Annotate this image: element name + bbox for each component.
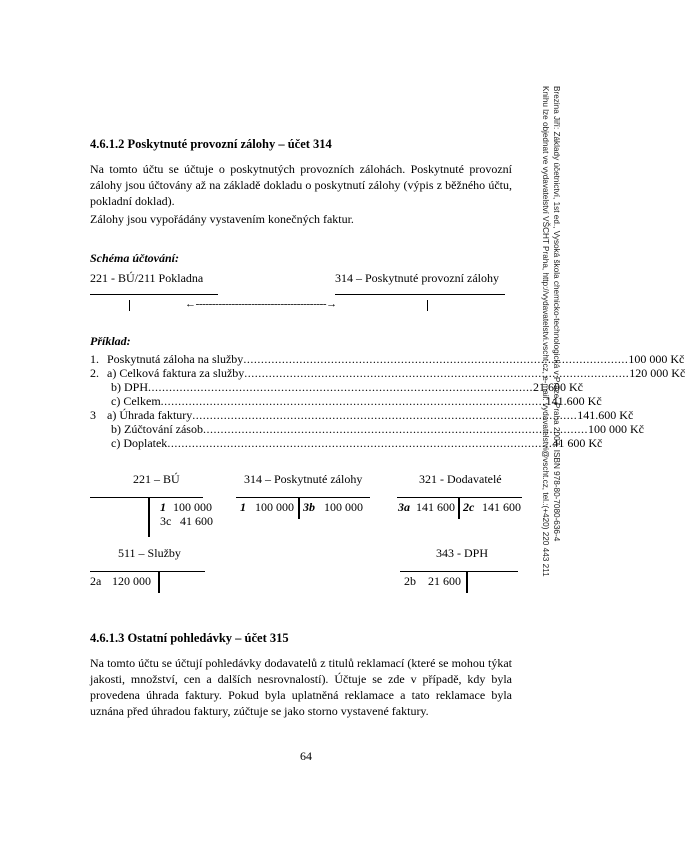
example-line-label: a) Celková faktura za služby <box>107 366 245 380</box>
example-line-number: 2. <box>90 366 99 380</box>
example-line-label: b) Zúčtování zásob <box>111 422 203 436</box>
t-account-entry-value: 100 000 <box>255 500 294 514</box>
side-note-line-1: Brezina Jiří: Základy účetnictví, 1st ed., Vysoká škola chemicko-technologická v Praze, Praha 2007, ISBN 978-80-7080-636-4 <box>552 86 561 542</box>
schema-title: Schéma účtování: <box>90 251 179 265</box>
t-account-divider <box>298 497 300 519</box>
t-account-entry-ref: 2a <box>90 574 102 588</box>
schema-right-account: 314 – Poskytnuté provozní zálohy <box>335 271 499 285</box>
example-line <box>90 436 603 452</box>
schema-left-tick <box>129 300 130 311</box>
example-line-number: 1. <box>90 352 99 366</box>
t-account-entry-value: 100 000 <box>173 500 212 514</box>
t-account-divider <box>158 571 160 593</box>
leader-dots: .............................................................................................................. <box>167 436 553 450</box>
t-account-entry-ref: 1 <box>160 500 166 514</box>
leader-dots: .............................................................................................................. <box>244 366 630 380</box>
leader-dots: .............................................................................................................. <box>148 380 534 394</box>
example-title: Příklad: <box>90 334 131 348</box>
leader-dots: .............................................................................................................. <box>202 422 588 436</box>
example-line-label: a) Úhrada faktury <box>107 408 193 422</box>
t-account-title: 221 – BÚ <box>133 472 180 486</box>
t-account-title: 321 - Dodavatelé <box>419 472 502 486</box>
schema-left-rule <box>90 294 218 295</box>
schema-left-account: 221 - BÚ/211 Pokladna <box>90 271 204 285</box>
page-number: 64 <box>300 749 312 763</box>
section-314-paragraph-2: Zálohy jsou vypořádány vystavením konečných faktur. <box>90 212 354 226</box>
t-account-entry-ref: 3c <box>160 514 172 528</box>
t-account-entry-ref: 2c <box>463 500 475 514</box>
schema-arrow: ←----------------------------------------→ <box>185 298 337 310</box>
section-heading-314: 4.6.1.2 Poskytnuté provozní zálohy – účet 314 <box>90 137 332 151</box>
t-account-title: 314 – Poskytnuté zálohy <box>244 472 363 486</box>
t-account-entry-ref: 3b <box>303 500 315 514</box>
t-account-entry-value: 141 600 <box>416 500 455 514</box>
schema-right-rule <box>335 294 505 295</box>
section-314-paragraph-1: Na tomto účtu se účtuje o poskytnutých provozních zálohách. Poskytnuté provozní zálohy jsou účtovány až na základě dokladu o poskytnutí zálohy (výpis z běžného účtu, pokladní doklad). <box>90 162 512 208</box>
t-account-divider <box>148 497 150 537</box>
example-line-label: Poskytnutá záloha na služby <box>107 352 244 366</box>
example-line-number: 3 <box>90 408 96 422</box>
t-account-rule <box>90 571 205 572</box>
t-account-rule <box>400 571 518 572</box>
t-account-entry-value: 41 600 <box>180 514 213 528</box>
example-line-value: 41 600 Kč <box>552 436 603 450</box>
leader-dots: .............................................................................................................. <box>243 352 629 366</box>
leader-dots: .............................................................................................................. <box>192 408 578 422</box>
section-315-paragraph: Na tomto účtu se účtují pohledávky dodavatelů z titulů reklamací (které se mohou týkat jakosti, množství, cen a dalších nesrovnalostí). Účtuje se zde v případě, kdy byla provedena úhrada faktury. Pokud byla uplatněná reklamace a tato reklamace byla uznána před úhradou faktury, zúčtuje se jako storno vystavené faktury. <box>90 656 512 718</box>
t-account-entry-value: 120 000 <box>112 574 151 588</box>
example-line-label: b) DPH <box>111 380 149 394</box>
t-account-entry-ref: 3a <box>398 500 410 514</box>
t-account-entry-value: 21 600 <box>428 574 461 588</box>
example-line-value: 141.600 Kč <box>577 408 634 422</box>
t-account-title: 511 – Služby <box>118 546 181 560</box>
t-account-entry-value: 100 000 <box>324 500 363 514</box>
t-account-divider <box>458 497 460 519</box>
t-account-rule <box>90 497 203 498</box>
section-heading-315: 4.6.1.3 Ostatní pohledávky – účet 315 <box>90 631 289 645</box>
example-line-value: 100 000 Kč <box>587 422 644 436</box>
t-account-title: 343 - DPH <box>436 546 489 560</box>
example-line-value: 120 000 Kč <box>629 366 685 380</box>
example-line-value: 100 000 Kč <box>628 352 685 366</box>
publisher-side-note <box>540 86 562 577</box>
example-line-label: c) Doplatek <box>111 436 168 450</box>
side-note-line-2: Knihu lze objednat ve vydavatelství VŠCHT Praha, http://vydavatelstvi.vscht.cz, e-mail: vydavatelstvi@vscht.cz, tel.:(+420) 220 443 211 <box>541 86 550 577</box>
schema-right-tick <box>427 300 428 311</box>
example-line-value: 21.600 Kč <box>533 380 584 394</box>
t-account-rule <box>236 497 370 498</box>
leader-dots: .............................................................................................................. <box>160 394 546 408</box>
t-account-entry-value: 141 600 <box>482 500 521 514</box>
t-account-divider <box>466 571 468 593</box>
t-account-entry-ref: 2b <box>404 574 416 588</box>
example-line-value: 141.600 Kč <box>545 394 602 408</box>
example-line-label: c) Celkem <box>111 394 161 408</box>
t-account-entry-ref: 1 <box>240 500 246 514</box>
